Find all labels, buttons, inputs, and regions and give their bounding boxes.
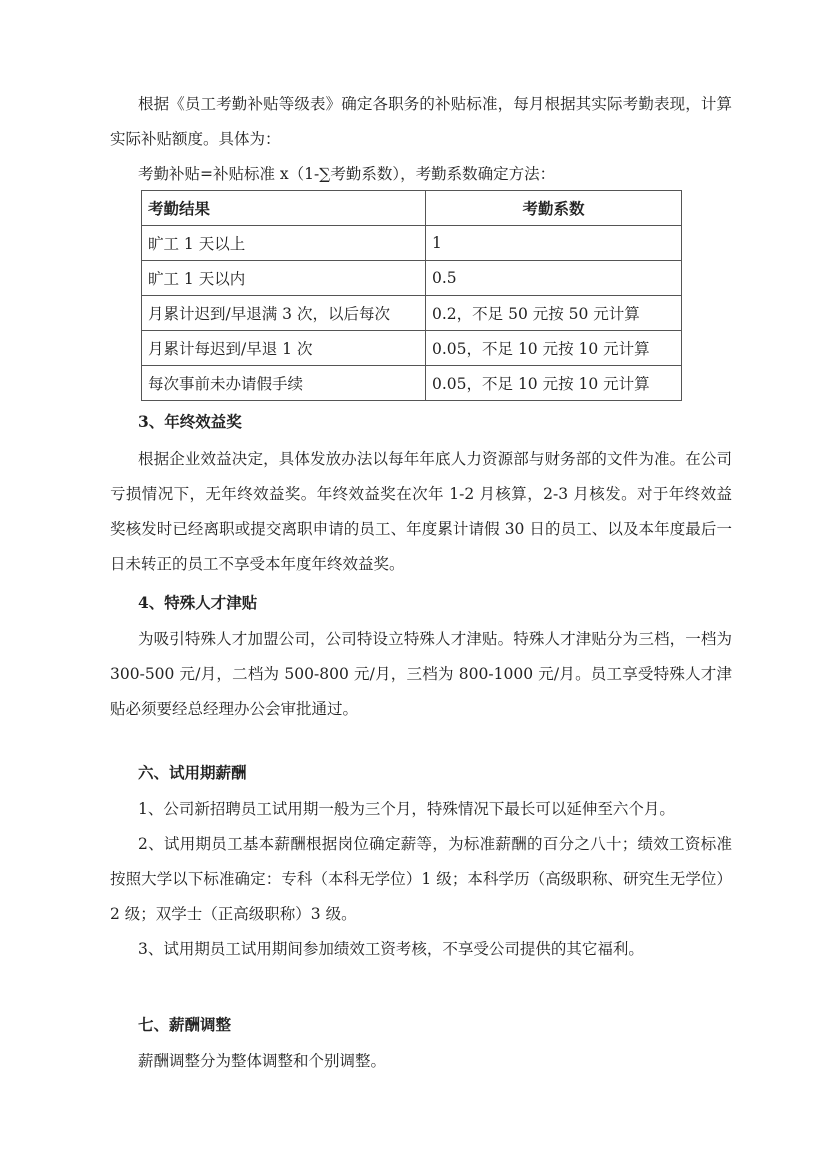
cell: 每次事前未办请假手续: [142, 366, 426, 401]
cell: 0.05，不足 10 元按 10 元计算: [426, 331, 682, 366]
intro-paragraph: 根据《员工考勤补贴等级表》确定各职务的补贴标准，每月根据其实际考勤表现，计算实际补贴额度。具体为：: [110, 95, 732, 148]
cell: 0.2，不足 50 元按 50 元计算: [426, 296, 682, 331]
header-result: 考勤结果: [142, 191, 426, 226]
cell: 旷工 1 天以上: [142, 226, 426, 261]
formula-line: 考勤补贴=补贴标准 x（1-∑考勤系数），考勤系数确定方法：: [138, 165, 556, 183]
section-6-item: 1、公司新招聘员工试用期一般为三个月，特殊情况下最长可以延伸至六个月。: [138, 800, 675, 818]
section-4-heading: 4、特殊人才津贴: [138, 593, 258, 612]
cell: 1: [426, 226, 682, 261]
section-4-text: 为吸引特殊人才加盟公司，公司特设立特殊人才津贴。特殊人才津贴分为三档，一档为 300-500 元/月，二档为 500-800 元/月，三档为 800-1000 元/月。员工享受特殊人才津贴必须要经总经理办公会审批通过。: [110, 630, 732, 718]
section-3-heading: 3、年终效益奖: [138, 412, 242, 431]
table-row: [142, 296, 682, 331]
cell: 0.05，不足 10 元按 10 元计算: [426, 366, 682, 401]
section-6-item: 2、试用期员工基本薪酬根据岗位确定薪等，为标准薪酬的百分之八十；绩效工资标准按照大学以下标准确定：专科（本科无学位）1 级；本科学历（高级职称、研究生无学位）2 级；双学士（正高级职称）3 级。: [110, 835, 732, 923]
section-3-text: 根据企业效益决定，具体发放办法以每年年底人力资源部与财务部的文件为准。在公司亏损情况下，无年终效益奖。年终效益奖在次年 1-2 月核算，2-3 月核发。对于年终效益奖核发时已经离职或提交离职申请的员工、年度累计请假 30 日的员工、以及本年度最后一日未转正的员工不享受本年度年终效益奖。: [110, 450, 732, 573]
section-7-heading: 七、薪酬调整: [138, 1015, 232, 1034]
header-coefficient: 考勤系数: [426, 191, 682, 226]
table-row: [142, 366, 682, 401]
table-row: [142, 261, 682, 296]
attendance-coefficient-table: [141, 190, 682, 401]
section-6-heading: 六、试用期薪酬: [138, 763, 247, 782]
section-6-item: 3、试用期员工试用期间参加绩效工资考核，不享受公司提供的其它福利。: [138, 940, 644, 958]
cell: 旷工 1 天以内: [142, 261, 426, 296]
section-7-text: 薪酬调整分为整体调整和个别调整。: [138, 1052, 387, 1070]
cell: 月累计迟到/早退满 3 次，以后每次: [142, 296, 426, 331]
cell: 月累计每迟到/早退 1 次: [142, 331, 426, 366]
table-row: [142, 226, 682, 261]
table-header-row: [142, 191, 682, 226]
cell: 0.5: [426, 261, 682, 296]
table-row: [142, 331, 682, 366]
